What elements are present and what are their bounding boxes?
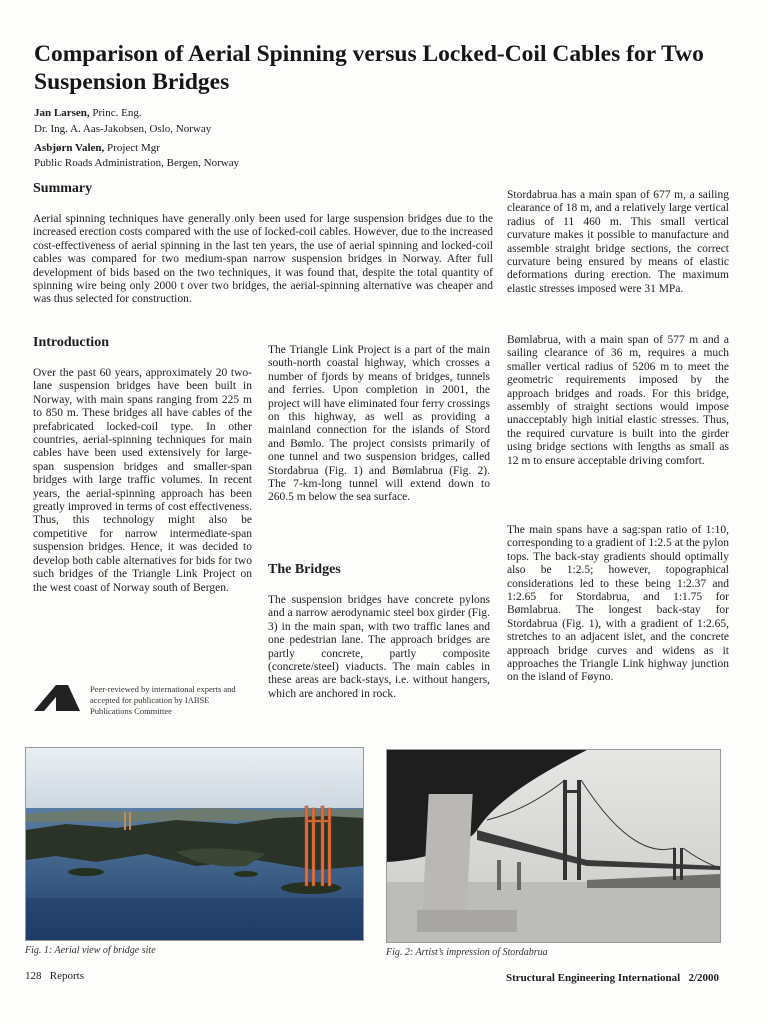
peer-review-note: Peer-reviewed by international experts and accepted for publication by IABSE Publications Committee [90, 684, 236, 716]
author-1-name: Jan Larsen, [34, 107, 90, 119]
author-2 [34, 141, 160, 156]
author-2-role: Project Mgr [107, 142, 160, 154]
author-1-affiliation: Dr. Ing. A. Aas-Jakobsen, Oslo, Norway [34, 123, 212, 135]
journal-footer [506, 972, 719, 984]
page-number: 128 [25, 970, 42, 982]
page-footer-left [25, 970, 84, 982]
figure-2-caption: Fig. 2: Artist’s impression of Stordabrua [386, 947, 548, 958]
article-title: Comparison of Aerial Spinning versus Locked-Coil Cables for Two Suspension Bridges [34, 41, 704, 95]
author-2-name: Asbjørn Valen, [34, 142, 105, 154]
author-2-affiliation: Public Roads Administration, Bergen, Norway [34, 157, 240, 169]
figure-2-image [386, 749, 721, 943]
journal-name: Structural Engineering International [506, 972, 681, 984]
sag-ratio-text: The main spans have a sag:span ratio of 1:10, corresponding to a gradient of 1:2.5 at the pylon tops. The back-stay gradients should optimally also be 1:2.5; however, topographical considerations led to these being 1:2.37 and 1:2.65 for Stordabrua, and 1:1.75 for Bømlabrua. The longest back-stay for Stordabrua (Fig. 1), with a gradient of 1:2.65, stretches to an adjacent islet, and the concrete approach bridge curves and widens as it approaches the Triangle Link highway junction on the island of Føyno. [507, 524, 729, 684]
bomlabrua-text: Bømlabrua, with a main span of 577 m and a sailing clearance of 36 m, requires a much smaller vertical radius of 5206 m to meet the geometric requirements imposed by the approach bridges and roads. For this bridge, assembly of straight sections would impose unacceptably high initial elastic stresses. Thus, the required curvature is built into the girder using bridge sections with lengths as small as 12 m to ensure acceptable driving comfort. [507, 334, 729, 467]
iabse-logo-icon [32, 683, 82, 713]
author-1 [34, 106, 142, 121]
author-1-role: Princ. Eng. [92, 107, 142, 119]
summary-heading: Summary [33, 181, 93, 196]
bridges-heading: The Bridges [268, 562, 341, 577]
section-name: Reports [49, 970, 84, 982]
project-text: The Triangle Link Project is a part of the main south-north coastal highway, which crosses a number of fjords by means of bridges, tunnels and ferries. Upon completion in 2001, the project will have eliminated four ferry crossings on this highway, as well as providing a mainland connection for the islands of Stord and Bømlo. The project consists primarily of one tunnel and two suspension bridges, called Stordabrua (Fig. 1) and Bømlabrua (Fig. 2). The 7-km-long tunnel will extend down to 260.5 m below the sea surface. [268, 344, 490, 504]
journal-issue: 2/2000 [688, 972, 719, 984]
introduction-text: Over the past 60 years, approximately 20 two-lane suspension bridges have been built in Norway, with main spans ranging from 225 m to 850 m. These bridges all have cables of the prefabricated locked-coil type. In other countries, aerial-spinning techniques for main cables have been used extensively for large-span suspension bridges and smaller-span bridges with large traffic volumes. In recent years, the aerial-spinning approach has been greatly improved in terms of cost effectiveness. Thus, this technology might also be competitive for narrow intermediate-span suspension bridges. Hence, it was decided to develop both cable alternatives for bids for two such bridges of the Triangle Link Project on the west coast of Norway south of Bergen. [33, 367, 252, 594]
bridges-text: The suspension bridges have concrete pylons and a narrow aerodynamic steel box girder (Fig. 3) in the main span, with two traffic lanes and one pedestrian lane. The approach bridges are partly concrete, partly composite (concrete/steel) viaducts. The main cables in these areas are back-stays, i.e. without hangers, which are anchored in rock. [268, 594, 490, 700]
figure-1-image [25, 747, 364, 941]
introduction-heading: Introduction [33, 335, 109, 350]
figure-1-caption: Fig. 1: Aerial view of bridge site [25, 945, 156, 956]
stordabrua-text: Stordabrua has a main span of 677 m, a sailing clearance of 18 m, and a relatively large vertical radius of 11 460 m. This small vertical curvature makes it possible to manufacture and assemble straight bridge sections, the correct curvature being ensured by means of elastic deformations during erection. The maximum elastic stresses imposed were 31 MPa. [507, 189, 729, 295]
summary-text: Aerial spinning techniques have generally only been used for large suspension bridges due to the increased erection costs compared with the use of locked-coil cables. However, due to the increased cost-effectiveness of aerial spinning in the last ten years, the use of aerial spinning and locked-coil cables was compared for two medium-span narrow suspension bridges in Norway. After full development of bids based on the two techniques, it was found that, despite the total quantity of spinning wire being only 2000 t over two bridges, the aerial-spinning alternative was cheaper and was thus selected for construction. [33, 213, 493, 306]
